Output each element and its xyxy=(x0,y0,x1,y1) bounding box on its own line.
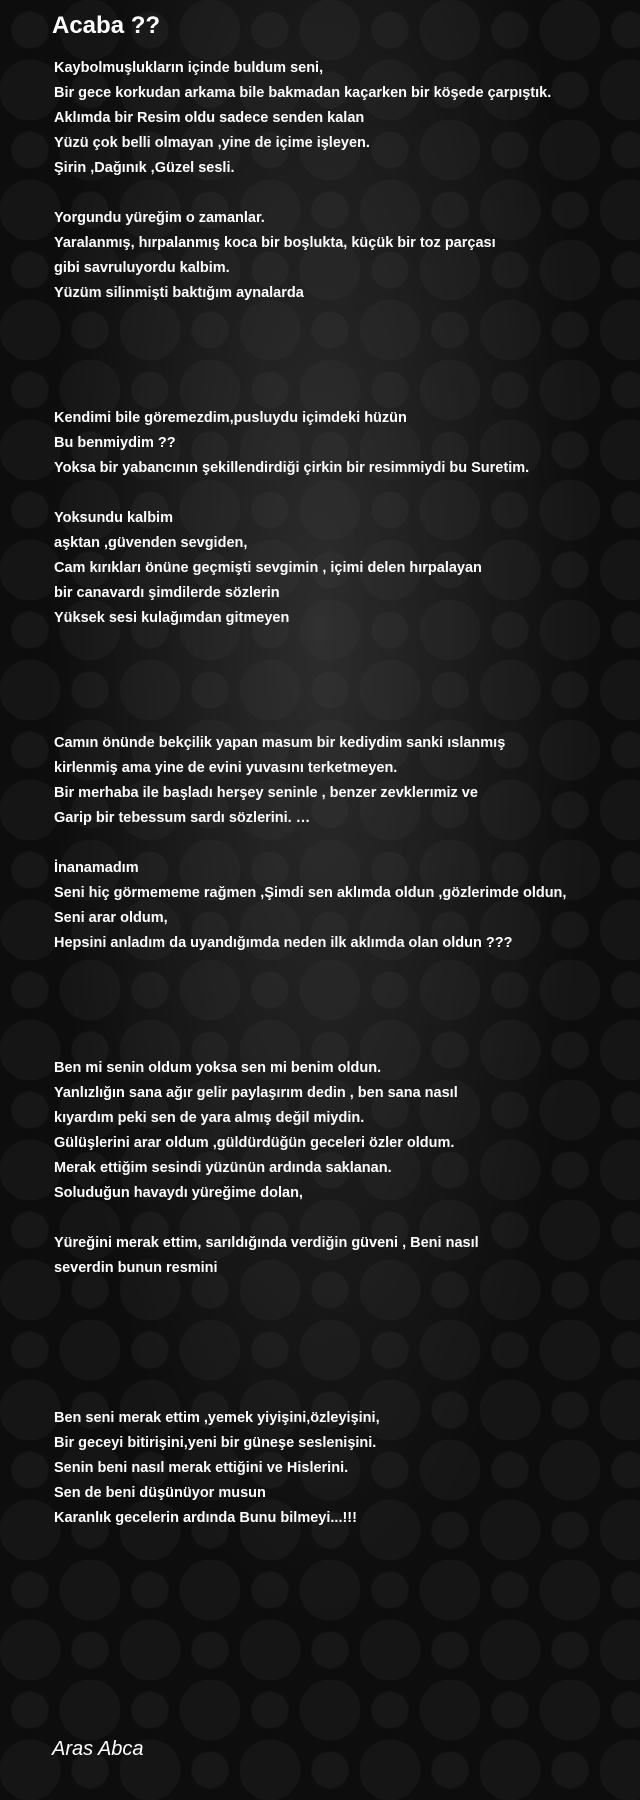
poem-blank-line xyxy=(54,1356,634,1381)
poem-blank-line xyxy=(54,1006,634,1031)
poem-blank-line xyxy=(54,956,634,981)
poem-line: Yorgundu yüreğim o zamanlar. xyxy=(54,210,265,226)
poem-blank-line xyxy=(54,681,634,706)
poem-blank-line xyxy=(54,1206,634,1231)
poem-blank-line xyxy=(54,981,634,1006)
poem-blank-line xyxy=(54,181,634,206)
poem-blank-line xyxy=(54,1306,634,1331)
poem-blank-line xyxy=(54,1381,634,1406)
poem-line: Bir merhaba ile başladı herşey seninle , benzer zevklerımiz ve xyxy=(54,785,478,801)
poem-line: severdin bunun resmini xyxy=(54,1260,218,1276)
poem-line: Senin beni nasıl merak ettiğini ve Hislerini. xyxy=(54,1460,349,1476)
poem-line: İnanamadım xyxy=(54,860,139,876)
poem-line: Karanlık gecelerin ardında Bunu bilmeyi...!!! xyxy=(54,1510,357,1526)
poem-author: Aras Abca xyxy=(52,1738,144,1760)
poem-line: Soluduğun havaydı yüreğime dolan, xyxy=(54,1185,303,1201)
poem-line: Cam kırıkları önüne geçmişti sevgimin , içimi delen hırpalayan xyxy=(54,560,482,576)
poem-line: Bir gece korkudan arkama bile bakmadan kaçarken bir köşede çarpıştık. xyxy=(54,85,552,101)
poem-line: Hepsini anladım da uyandığımda neden ilk aklımda olan oldun ??? xyxy=(54,935,513,951)
poem-blank-line xyxy=(54,1281,634,1306)
poem-title: Acaba ?? xyxy=(52,12,161,39)
poem-line: Yaralanmış, hırpalanmış koca bir boşlukta, küçük bir toz parçası xyxy=(54,235,496,251)
poem-line: aşktan ,güvenden sevgiden, xyxy=(54,535,248,551)
poem-line: Merak ettiğim sesindi yüzünün ardında saklanan. xyxy=(54,1160,392,1176)
poem-blank-line xyxy=(54,656,634,681)
poem-line: Seni arar oldum, xyxy=(54,910,168,926)
poem-line: gibi savruluyordu kalbim. xyxy=(54,260,230,276)
poem-blank-line xyxy=(54,1331,634,1356)
poem-blank-line xyxy=(54,631,634,656)
poem-blank-line xyxy=(54,306,634,331)
poem-line: Garip bir tebessum sardı sözlerini. … xyxy=(54,810,311,826)
poem-line: kıyardım peki sen de yara almış değil miydin. xyxy=(54,1110,365,1126)
poem-line: Bir geceyi bitirişini,yeni bir güneşe seslenişini. xyxy=(54,1435,377,1451)
poem-blank-line xyxy=(54,706,634,731)
poem-line: Yüzüm silinmişti baktığım aynalarda xyxy=(54,285,304,301)
poem-line: Aklımda bir Resim oldu sadece senden kalan xyxy=(54,110,365,126)
poem-line: Bu benmiydim ?? xyxy=(54,435,176,451)
poem-blank-line xyxy=(54,831,634,856)
poem-line: Yüreğini merak ettim, sarıldığında verdiğin güveni , Beni nasıl xyxy=(54,1235,479,1251)
poem-blank-line xyxy=(54,381,634,406)
poem-blank-line xyxy=(54,331,634,356)
poem-line: Yoksundu kalbim xyxy=(54,510,173,526)
poem-line: Kendimi bile göremezdim,pusluydu içimdeki hüzün xyxy=(54,410,407,426)
poem-line: Yüzü çok belli olmayan ,yine de içime işleyen. xyxy=(54,135,370,151)
poem-line: Kaybolmuşlukların içinde buldum seni, xyxy=(54,60,324,76)
poem-line: Camın önünde bekçilik yapan masum bir kediydim sanki ıslanmış xyxy=(54,735,506,751)
poem-line: Seni hiç görmememe rağmen ,Şimdi sen aklımda oldun ,gözlerimde oldun, xyxy=(54,885,567,901)
poem-line: bir canavardı şimdilerde sözlerin xyxy=(54,585,280,601)
poem-line: Şirin ,Dağınık ,Güzel sesli. xyxy=(54,160,235,176)
poem-line: Yanlızlığın sana ağır gelir paylaşırım dedin , ben sana nasıl xyxy=(54,1085,458,1101)
poem-line: kirlenmiş ama yine de evini yuvasını terketmeyen. xyxy=(54,760,398,776)
poem-blank-line xyxy=(54,1031,634,1056)
poem-body xyxy=(54,56,634,1531)
poem-blank-line xyxy=(54,481,634,506)
poem-line: Ben seni merak ettim ,yemek yiyişini,özleyişini, xyxy=(54,1410,380,1426)
poem-blank-line xyxy=(54,356,634,381)
poem-line: Yoksa bir yabancının şekillendirdiği çirkin bir resimmiydi bu Suretim. xyxy=(54,460,530,476)
poem-line: Sen de beni düşünüyor musun xyxy=(54,1485,266,1501)
poem-line: Yüksek sesi kulağımdan gitmeyen xyxy=(54,610,290,626)
poem-line: Gülüşlerini arar oldum ,güldürdüğün geceleri özler oldum. xyxy=(54,1135,455,1151)
poem-line: Ben mi senin oldum yoksa sen mi benim oldun. xyxy=(54,1060,382,1076)
